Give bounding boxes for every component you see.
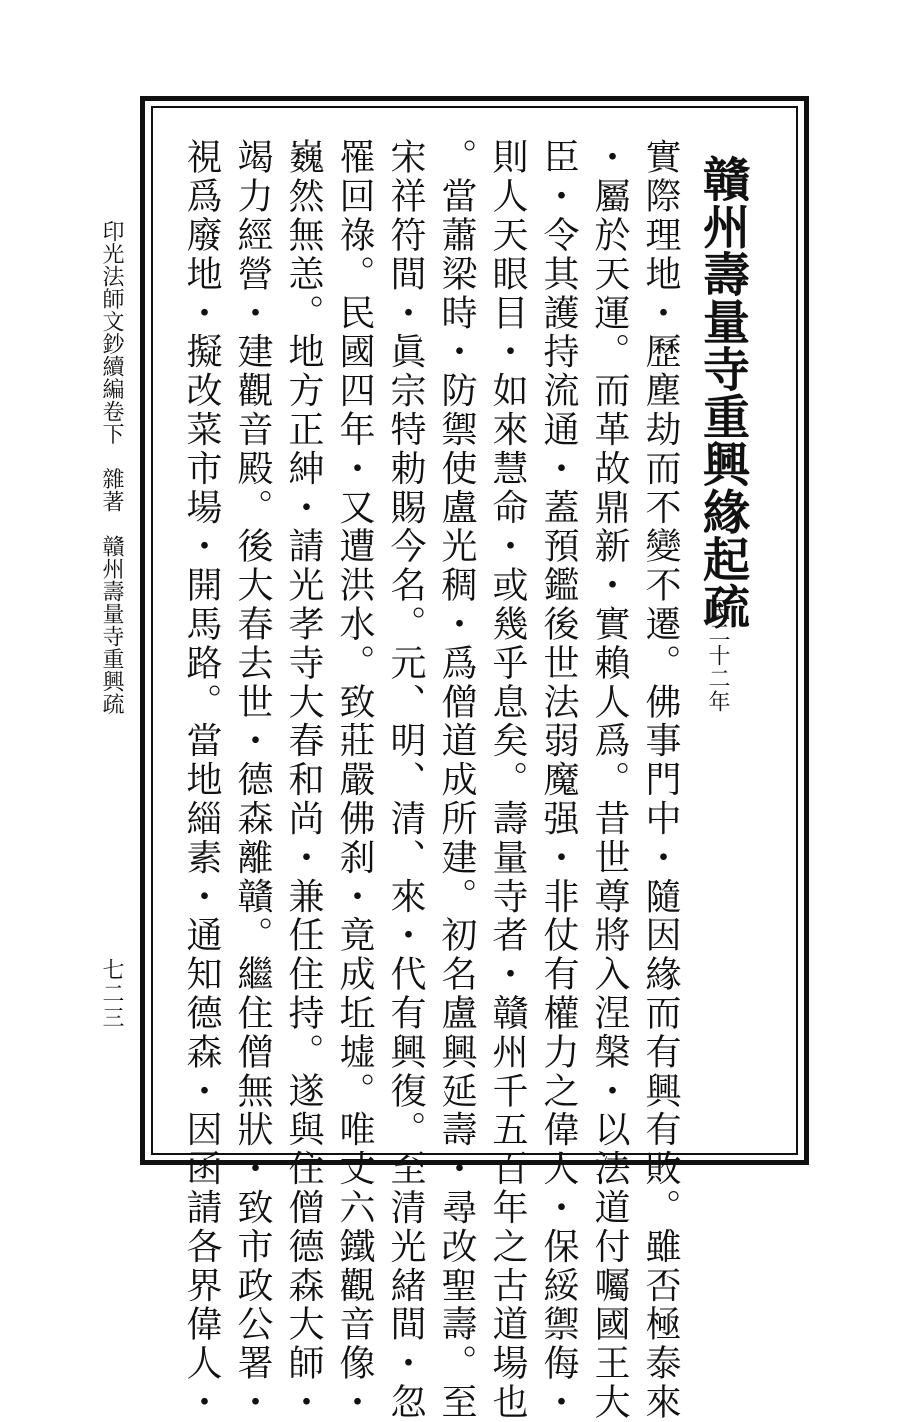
text-column: 臣・令其護持流通・蓋預鑑後世法弱魔强・非仗有權力之偉人・保綏禦侮・ xyxy=(538,138,579,1422)
document-date: 民二十二年 xyxy=(705,598,730,713)
text-column: 視爲廢地・擬改菜市場・開馬路。當地緇素・通知德森・因函請各界偉人・ xyxy=(181,138,222,1422)
running-head: 印光法師文鈔續編卷下 雜著 贛州壽量寺重興疏 xyxy=(99,220,124,715)
document-title: 贛州壽量寺重興緣起疏 xyxy=(695,155,750,630)
text-column: 宋祥符間・眞宗特勅賜今名。元、明、清、來・代有興復。至清光緒間・忽 xyxy=(385,138,426,1422)
text-column: 則人天眼目・如來慧命・或幾乎息矣。壽量寺者・贛州千五百年之古道場也 xyxy=(487,138,528,1422)
text-column: 。當蕭梁時・防禦使盧光稠・爲僧道成所建。初名盧興延壽・尋改聖壽。至 xyxy=(436,138,477,1422)
text-column: ・屬於天運。而革故鼎新・實賴人爲。昔世尊將入涅槃・以法道付囑國王大 xyxy=(589,138,630,1422)
text-column: 竭力經營・建觀音殿。後大春去世・德森離贛。繼住僧無狀・致市政公署・ xyxy=(232,138,273,1422)
text-column: 巍然無恙。地方正紳・請光孝寺大春和尚・兼任住持。遂與住僧德森大師・ xyxy=(283,138,324,1422)
text-column: 實際理地・歷塵劫而不變不遷。佛事門中・隨因緣而有興有敗。雖否極泰來 xyxy=(640,138,681,1422)
text-column: 罹回祿。民國四年・又遭洪水。致莊嚴佛刹・竟成坵墟。唯丈六鐵觀音像・ xyxy=(334,138,375,1422)
page-number: 七二三 xyxy=(99,958,124,1030)
